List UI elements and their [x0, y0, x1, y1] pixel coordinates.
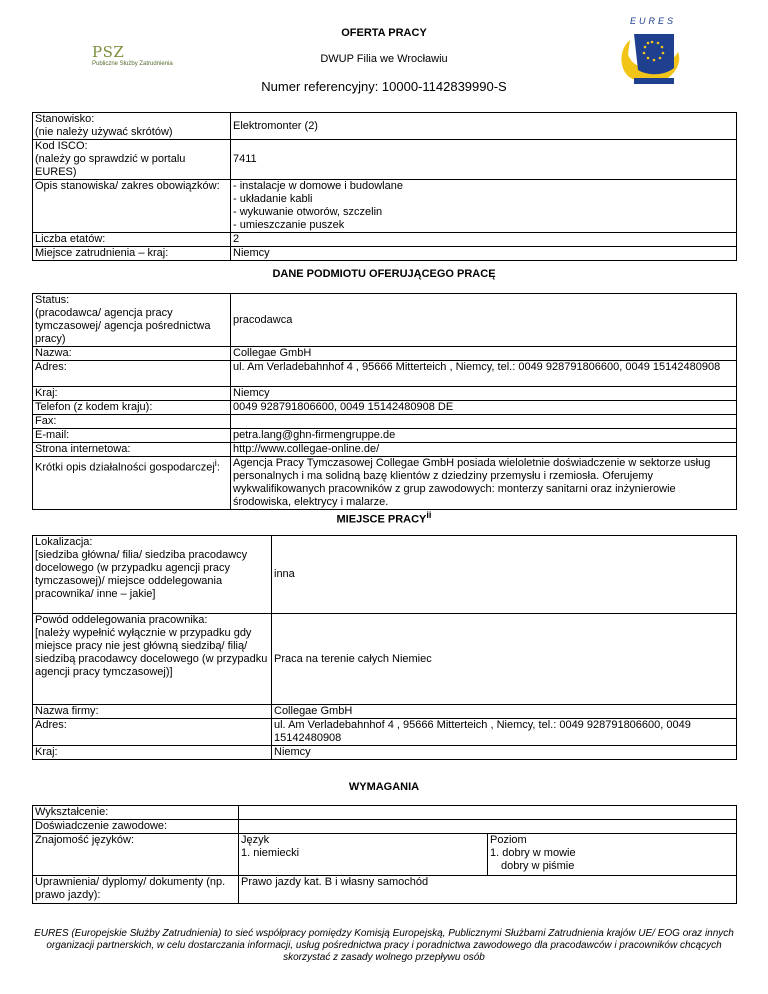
table-row — [33, 247, 737, 261]
job-position-value: Elektromonter (2) — [231, 113, 737, 140]
office-name: DWUP Filia we Wrocławiu — [320, 53, 448, 65]
business-description-label-text: Krótki opis działalności gospodarczej — [35, 461, 215, 474]
education-label: Wykształcenie: — [33, 806, 239, 820]
psz-logo-subtext: Publiczne Służby Zatrudnienia — [92, 61, 173, 67]
email-value[interactable]: petra.lang@ghn-firmengruppe.de — [231, 429, 737, 443]
isco-label: Kod ISCO: (należy go sprawdzić w portalu EURES) — [33, 140, 231, 180]
level-value-writing: dobry w piśmie — [501, 860, 575, 872]
page-title: OFERTA PRACY — [341, 27, 427, 39]
level-column-header: Poziom — [490, 834, 527, 846]
secondment-reason-value: Praca na terenie całych Niemiec — [272, 614, 737, 705]
workplace-address-label: Adres: — [33, 719, 272, 746]
eures-logo-text: EURES — [630, 16, 677, 26]
table-row — [33, 294, 737, 347]
table-row — [33, 719, 737, 746]
table-row — [33, 806, 737, 820]
secondment-reason-label: Powód oddelegowania pracownika: [należy wypełnić wyłącznie w przypadku gdy miejsce pracy nie jest główną siedzibą/ filią/ siedzibą pracodawcy docelowego (w przypadku agencji pracy tymczasowej)] — [33, 614, 272, 705]
status-label: Status: (pracodawca/ agencja pracy tymczasowej/ agencja pośrednictwa pracy) — [33, 294, 231, 347]
workplace-country-value: Niemcy — [272, 746, 737, 760]
experience-value — [239, 820, 737, 834]
table-row — [33, 746, 737, 760]
workplace-company-label: Nazwa firmy: — [33, 705, 272, 719]
table-row — [33, 876, 737, 904]
business-description-label — [33, 457, 231, 510]
requirements-heading: WYMAGANIA — [348, 781, 420, 793]
eures-logo — [612, 18, 692, 90]
phone-label: Telefon (z kodem kraju): — [33, 401, 231, 415]
job-position-label: Stanowisko: (nie należy używać skrótów) — [33, 113, 231, 140]
table-row — [33, 457, 737, 510]
workplace-heading-wrap — [0, 510, 768, 526]
footnote-marker: ii — [426, 510, 432, 520]
fax-label: Fax: — [33, 415, 231, 429]
table-row — [33, 443, 737, 457]
psz-logo — [92, 43, 192, 71]
workplace-heading: MIEJSCE PRACY — [336, 513, 427, 526]
level-value-speaking: 1. dobry w mowie — [490, 847, 576, 859]
language-value: 1. niemiecki — [241, 847, 300, 859]
description-label: Opis stanowiska/ zakres obowiązków: — [33, 180, 231, 233]
table-row — [33, 113, 737, 140]
location-value: inna — [272, 536, 737, 614]
business-description-label-suffix: : — [216, 461, 220, 474]
email-label: E-mail: — [33, 429, 231, 443]
address-label: Adres: — [33, 361, 231, 387]
languages-label: Znajomość języków: — [33, 834, 239, 876]
phone-value: 0049 928791806600, 0049 15142480908 DE — [231, 401, 737, 415]
workplace-country-label: Kraj: — [33, 746, 272, 760]
table-row — [33, 429, 737, 443]
country-value: Niemcy — [231, 387, 737, 401]
psz-logo-text: PSZ — [92, 43, 125, 61]
employer-table — [32, 293, 737, 510]
licenses-label: Uprawnienia/ dyplomy/ dokumenty (np. prawo jazdy): — [33, 876, 239, 904]
isco-value: 7411 — [231, 140, 737, 180]
workplace-table — [32, 535, 737, 760]
footnote-marker: i — [214, 458, 217, 468]
table-row — [33, 705, 737, 719]
status-value: pracodawca — [231, 294, 737, 347]
table-row — [33, 180, 737, 233]
website-value[interactable]: http://www.collegae-online.de/ — [231, 443, 737, 457]
country-label: Kraj: — [33, 387, 231, 401]
table-row — [33, 140, 737, 180]
workplace-company-value: Collegae GmbH — [272, 705, 737, 719]
website-label: Strona internetowa: — [33, 443, 231, 457]
table-row — [33, 834, 737, 876]
table-row — [33, 401, 737, 415]
table-row — [33, 233, 737, 247]
business-description-value: Agencja Pracy Tymczasowej Collegae GmbH posiada wieloletnie doświadczenie w sektorze usług personalnych i ma solidną bazę klientów z dziedziny przemysłu i rzemiosła. Oferujemy wykwalifikowanych pracowników z grup zawodowych: monterzy sanitarni oraz inżynierowie środowiska, elektrycy i malarze. — [231, 457, 737, 510]
address-value: ul. Am Verladebahnhof 4 , 95666 Mitterteich , Niemcy, tel.: 0049 928791806600, 0049 15142480908 — [231, 361, 737, 387]
eures-emblem-icon — [612, 18, 692, 90]
positions-count-label: Liczba etatów: — [33, 233, 231, 247]
table-row — [33, 820, 737, 834]
location-label: Lokalizacja: [siedziba główna/ filia/ siedziba pracodawcy docelowego (w przypadku agencji pracy tymczasowej)/ miejsce oddelegowania pracownika/ inne – jakie] — [33, 536, 272, 614]
language-column-header: Język — [241, 834, 270, 846]
education-value — [239, 806, 737, 820]
table-row — [33, 536, 737, 614]
company-name-label: Nazwa: — [33, 347, 231, 361]
work-country-value: Niemcy — [231, 247, 737, 261]
job-table — [32, 112, 737, 261]
work-country-label: Miejsce zatrudnienia – kraj: — [33, 247, 231, 261]
description-value: - instalacje w domowe i budowlane - układanie kabli - wykuwanie otworów, szczelin - umieszczanie puszek — [231, 180, 737, 233]
employer-heading: DANE PODMIOTU OFERUJĄCEGO PRACĘ — [272, 268, 496, 280]
level-cell — [488, 834, 737, 876]
table-row — [33, 361, 737, 387]
table-row — [33, 387, 737, 401]
reference-number: Numer referencyjny: 10000-1142839990-S — [261, 79, 507, 94]
table-row — [33, 415, 737, 429]
table-row — [33, 347, 737, 361]
footer-note: EURES (Europejskie Służby Zatrudnienia) to sieć współpracy pomiędzy Komisją Europejską, Publicznymi Służbami Zatrudnienia krajów UE/ EOG oraz innych organizacji partnerskich, w celu dostarczania informacji, usług pośrednictwa pracy i poradnictwa zawodowego dla pracodawców i pracowników chcących skorzystać z zasady wolnego przepływu osób — [34, 928, 734, 963]
table-row — [33, 614, 737, 705]
experience-label: Doświadczenie zawodowe: — [33, 820, 239, 834]
workplace-address-value: ul. Am Verladebahnhof 4 , 95666 Mitterteich , Niemcy, tel.: 0049 928791806600, 0049 15142480908 — [272, 719, 737, 746]
licenses-value: Prawo jazdy kat. B i własny samochód — [239, 876, 737, 904]
company-name-value: Collegae GmbH — [231, 347, 737, 361]
positions-count-value: 2 — [231, 233, 737, 247]
fax-value — [231, 415, 737, 429]
language-cell — [239, 834, 488, 876]
requirements-table — [32, 805, 737, 904]
